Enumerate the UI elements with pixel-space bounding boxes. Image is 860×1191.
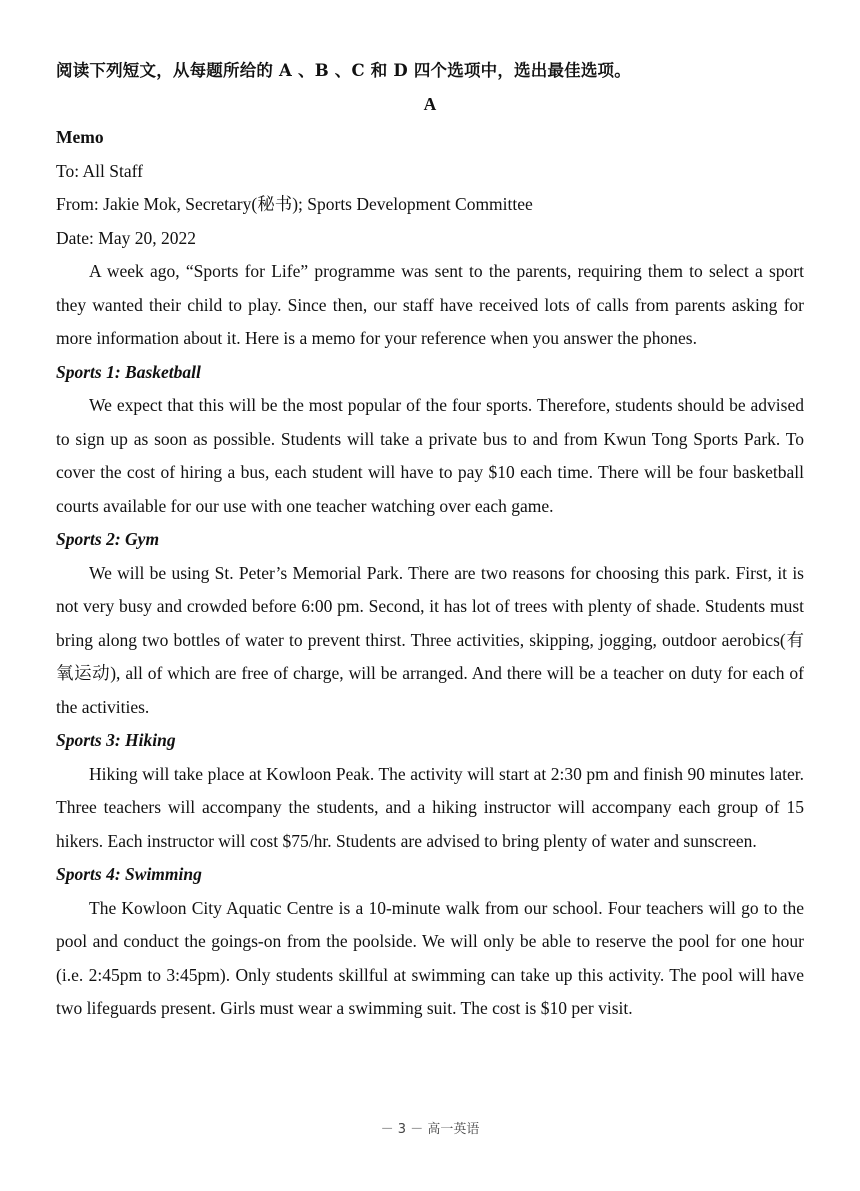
sport-heading-gym: Sports 2: Gym — [56, 529, 160, 549]
sport-text-hiking: Hiking will take place at Kowloon Peak. The activity will start at 2:30 pm and finish 90 minutes later. Three teachers will accompany the students, and a hiking instructor will accompany each group of 15 hikers. Each instructor will cost $75/hr. Students are advised to bring plenty of water and sunscreen. — [56, 763, 804, 851]
memo-to: To: All Staff — [56, 160, 143, 181]
document-page — [56, 54, 804, 1026]
page-footer: － 3 － 高一英语 — [380, 1122, 480, 1137]
sport-heading-hiking: Sports 3: Hiking — [56, 730, 176, 750]
sport-text-swimming: The Kowloon City Aquatic Centre is a 10-minute walk from our school. Four teachers will go to the pool and conduct the goings-on from the poolside. We will only be able to reserve the pool for one hour (i.e. 2:45pm to 3:45pm). Only students skillful at swimming can take up this activity. The pool will have two lifeguards present. Girls must wear a swimming suit. The cost is $10 per visit. — [56, 897, 804, 1018]
memo-title: Memo — [56, 127, 104, 147]
instruction-text: 阅读下列短文，从每题所给的 A 、B 、C 和 D 四个选项中，选出最佳选项。 — [56, 61, 631, 80]
memo-date: Date: May 20, 2022 — [56, 227, 196, 248]
sport-text-gym: We will be using St. Peter’s Memorial Park. There are two reasons for choosing this park. First, it is not very busy and crowded before 6:00 pm. Second, it has lot of trees with plenty of shade. Students must bring along two bottles of water to prevent thirst. Three activities, skipping, jogging, outdoor aerobics(有氧运动), all of which are free of charge, will be arranged. And there will be a teacher on duty for each of the activities. — [56, 562, 804, 717]
sport-heading-basketball: Sports 1: Basketball — [56, 361, 201, 382]
sport-heading-swimming: Sports 4: Swimming — [56, 864, 202, 884]
memo-from: From: Jakie Mok, Secretary(秘书); Sports Development Committee — [56, 194, 533, 214]
sport-text-basketball: We expect that this will be the most popular of the four sports. Therefore, students should be advised to sign up as soon as possible. Students will take a private bus to and from Kwun Tong Sports Park. To cover the cost of hiring a bus, each student will have to pay $10 each time. There will be four basketball courts available for our use with one teacher watching over each game. — [56, 395, 804, 516]
memo-intro: A week ago, “Sports for Life” programme was sent to the parents, requiring them to select a sport they wanted their child to play. Since then, our staff have received lots of calls from parents asking for more information about it. Here is a memo for your reference when you answer the phones. — [56, 261, 804, 348]
section-letter: A — [423, 93, 437, 114]
